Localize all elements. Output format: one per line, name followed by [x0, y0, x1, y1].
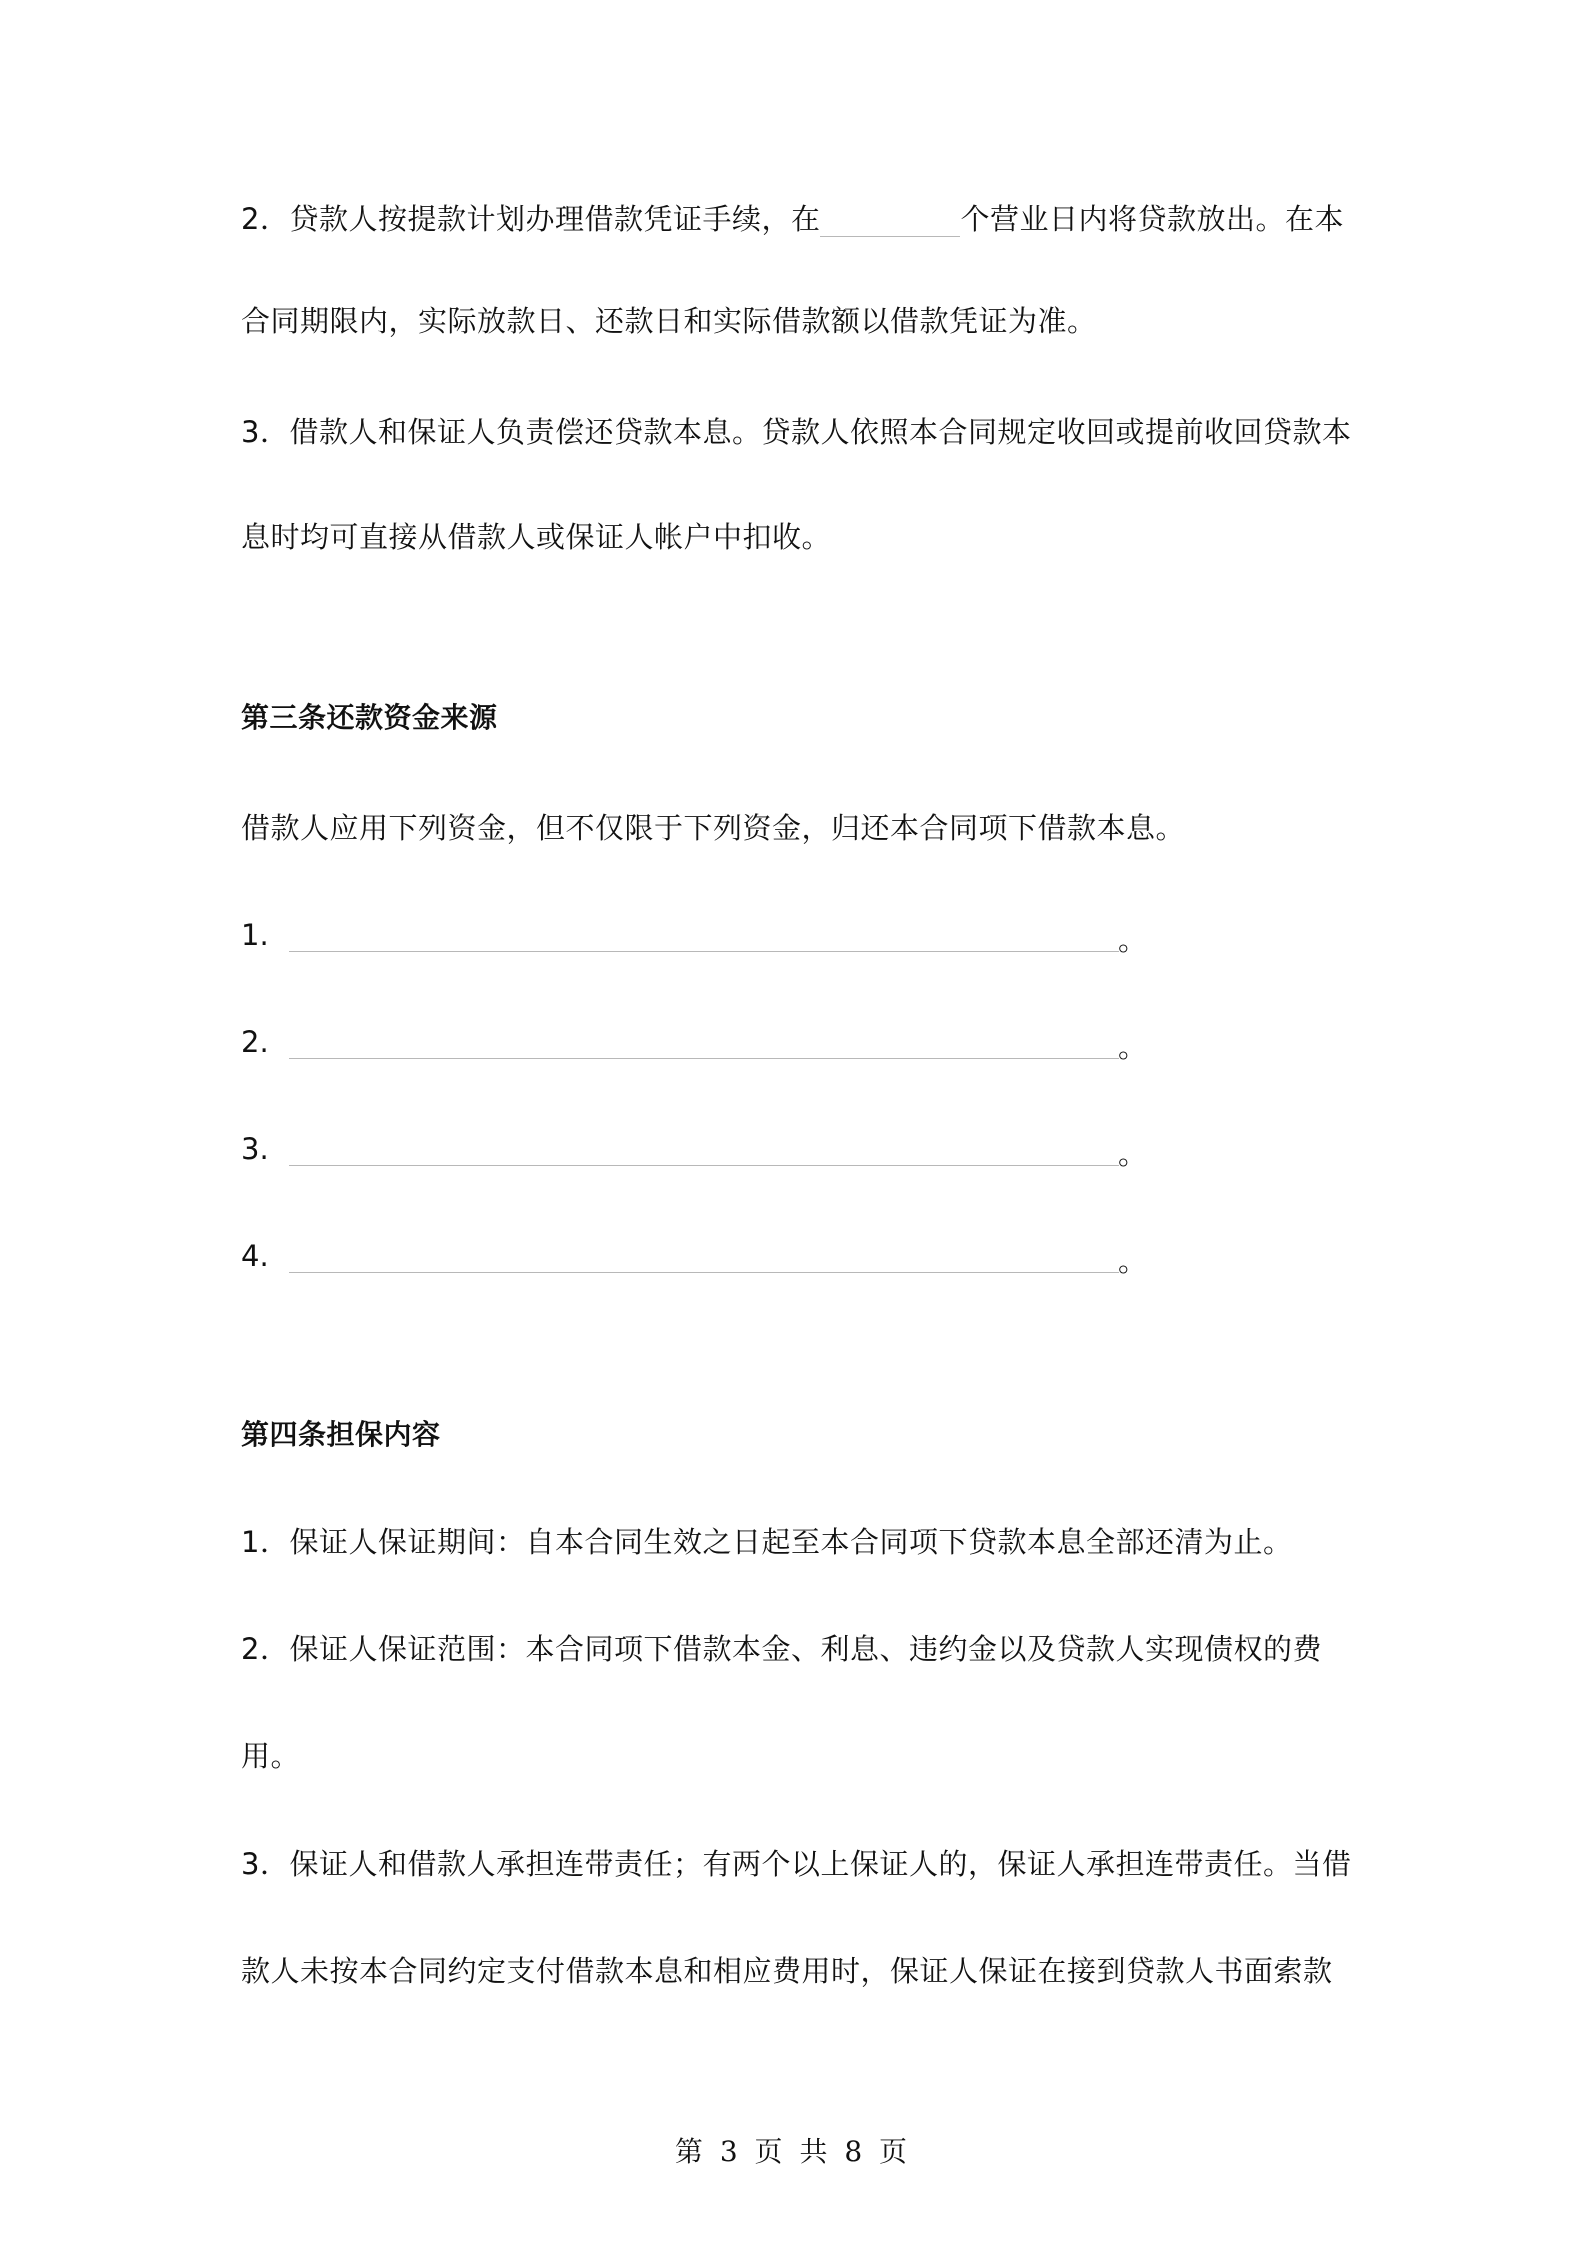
text-segment: 个营业日内将贷款放出。在本: [960, 202, 1344, 236]
blank-fill-line[interactable]: [289, 951, 1119, 952]
item-end-mark: 。: [1118, 1030, 1148, 1064]
paragraph-loan-release-line2: 合同期限内，实际放款日、还款日和实际借款额以借款凭证为准。: [241, 304, 1097, 338]
article3-intro: 借款人应用下列资金，但不仅限于下列资金，归还本合同项下借款本息。: [241, 811, 1186, 845]
blank-fill-line[interactable]: [289, 1272, 1119, 1273]
page-number-footer: 第 3 页 共 8 页: [674, 2135, 912, 2168]
item-end-mark: 。: [1118, 1137, 1148, 1171]
item-number: 1.: [241, 918, 269, 952]
item-number: 3.: [241, 1132, 269, 1166]
blank-days-field[interactable]: [820, 206, 960, 237]
article3-heading: 第三条还款资金来源: [241, 701, 498, 734]
paragraph-repayment-line2: 息时均可直接从借款人或保证人帐户中扣收。: [241, 520, 832, 554]
text-segment: 2．贷款人按提款计划办理借款凭证手续，在: [241, 202, 821, 236]
article4-heading: 第四条担保内容: [241, 1418, 441, 1451]
item-end-mark: 。: [1118, 923, 1148, 957]
item-number: 4.: [241, 1239, 269, 1273]
article4-joint-liability-line2: 款人未按本合同约定支付借款本息和相应费用时，保证人保证在接到贷款人书面索款: [241, 1954, 1333, 1988]
paragraph-repayment-line1: 3．借款人和保证人负责偿还贷款本息。贷款人依照本合同规定收回或提前收回贷款本: [241, 415, 1352, 449]
blank-fill-line[interactable]: [289, 1058, 1119, 1059]
item-number: 2.: [241, 1025, 269, 1059]
article4-guarantee-scope-line2: 用。: [241, 1739, 301, 1773]
article4-guarantee-scope-line1: 2．保证人保证范围：本合同项下借款本金、利息、违约金以及贷款人实现债权的费: [241, 1632, 1322, 1666]
paragraph-loan-release-line1: [241, 199, 1344, 239]
article4-guarantee-period: 1．保证人保证期间：自本合同生效之日起至本合同项下贷款本息全部还清为止。: [241, 1525, 1293, 1559]
article4-joint-liability-line1: 3．保证人和借款人承担连带责任；有两个以上保证人的，保证人承担连带责任。当借: [241, 1847, 1352, 1881]
item-end-mark: 。: [1118, 1244, 1148, 1278]
blank-fill-line[interactable]: [289, 1165, 1119, 1166]
